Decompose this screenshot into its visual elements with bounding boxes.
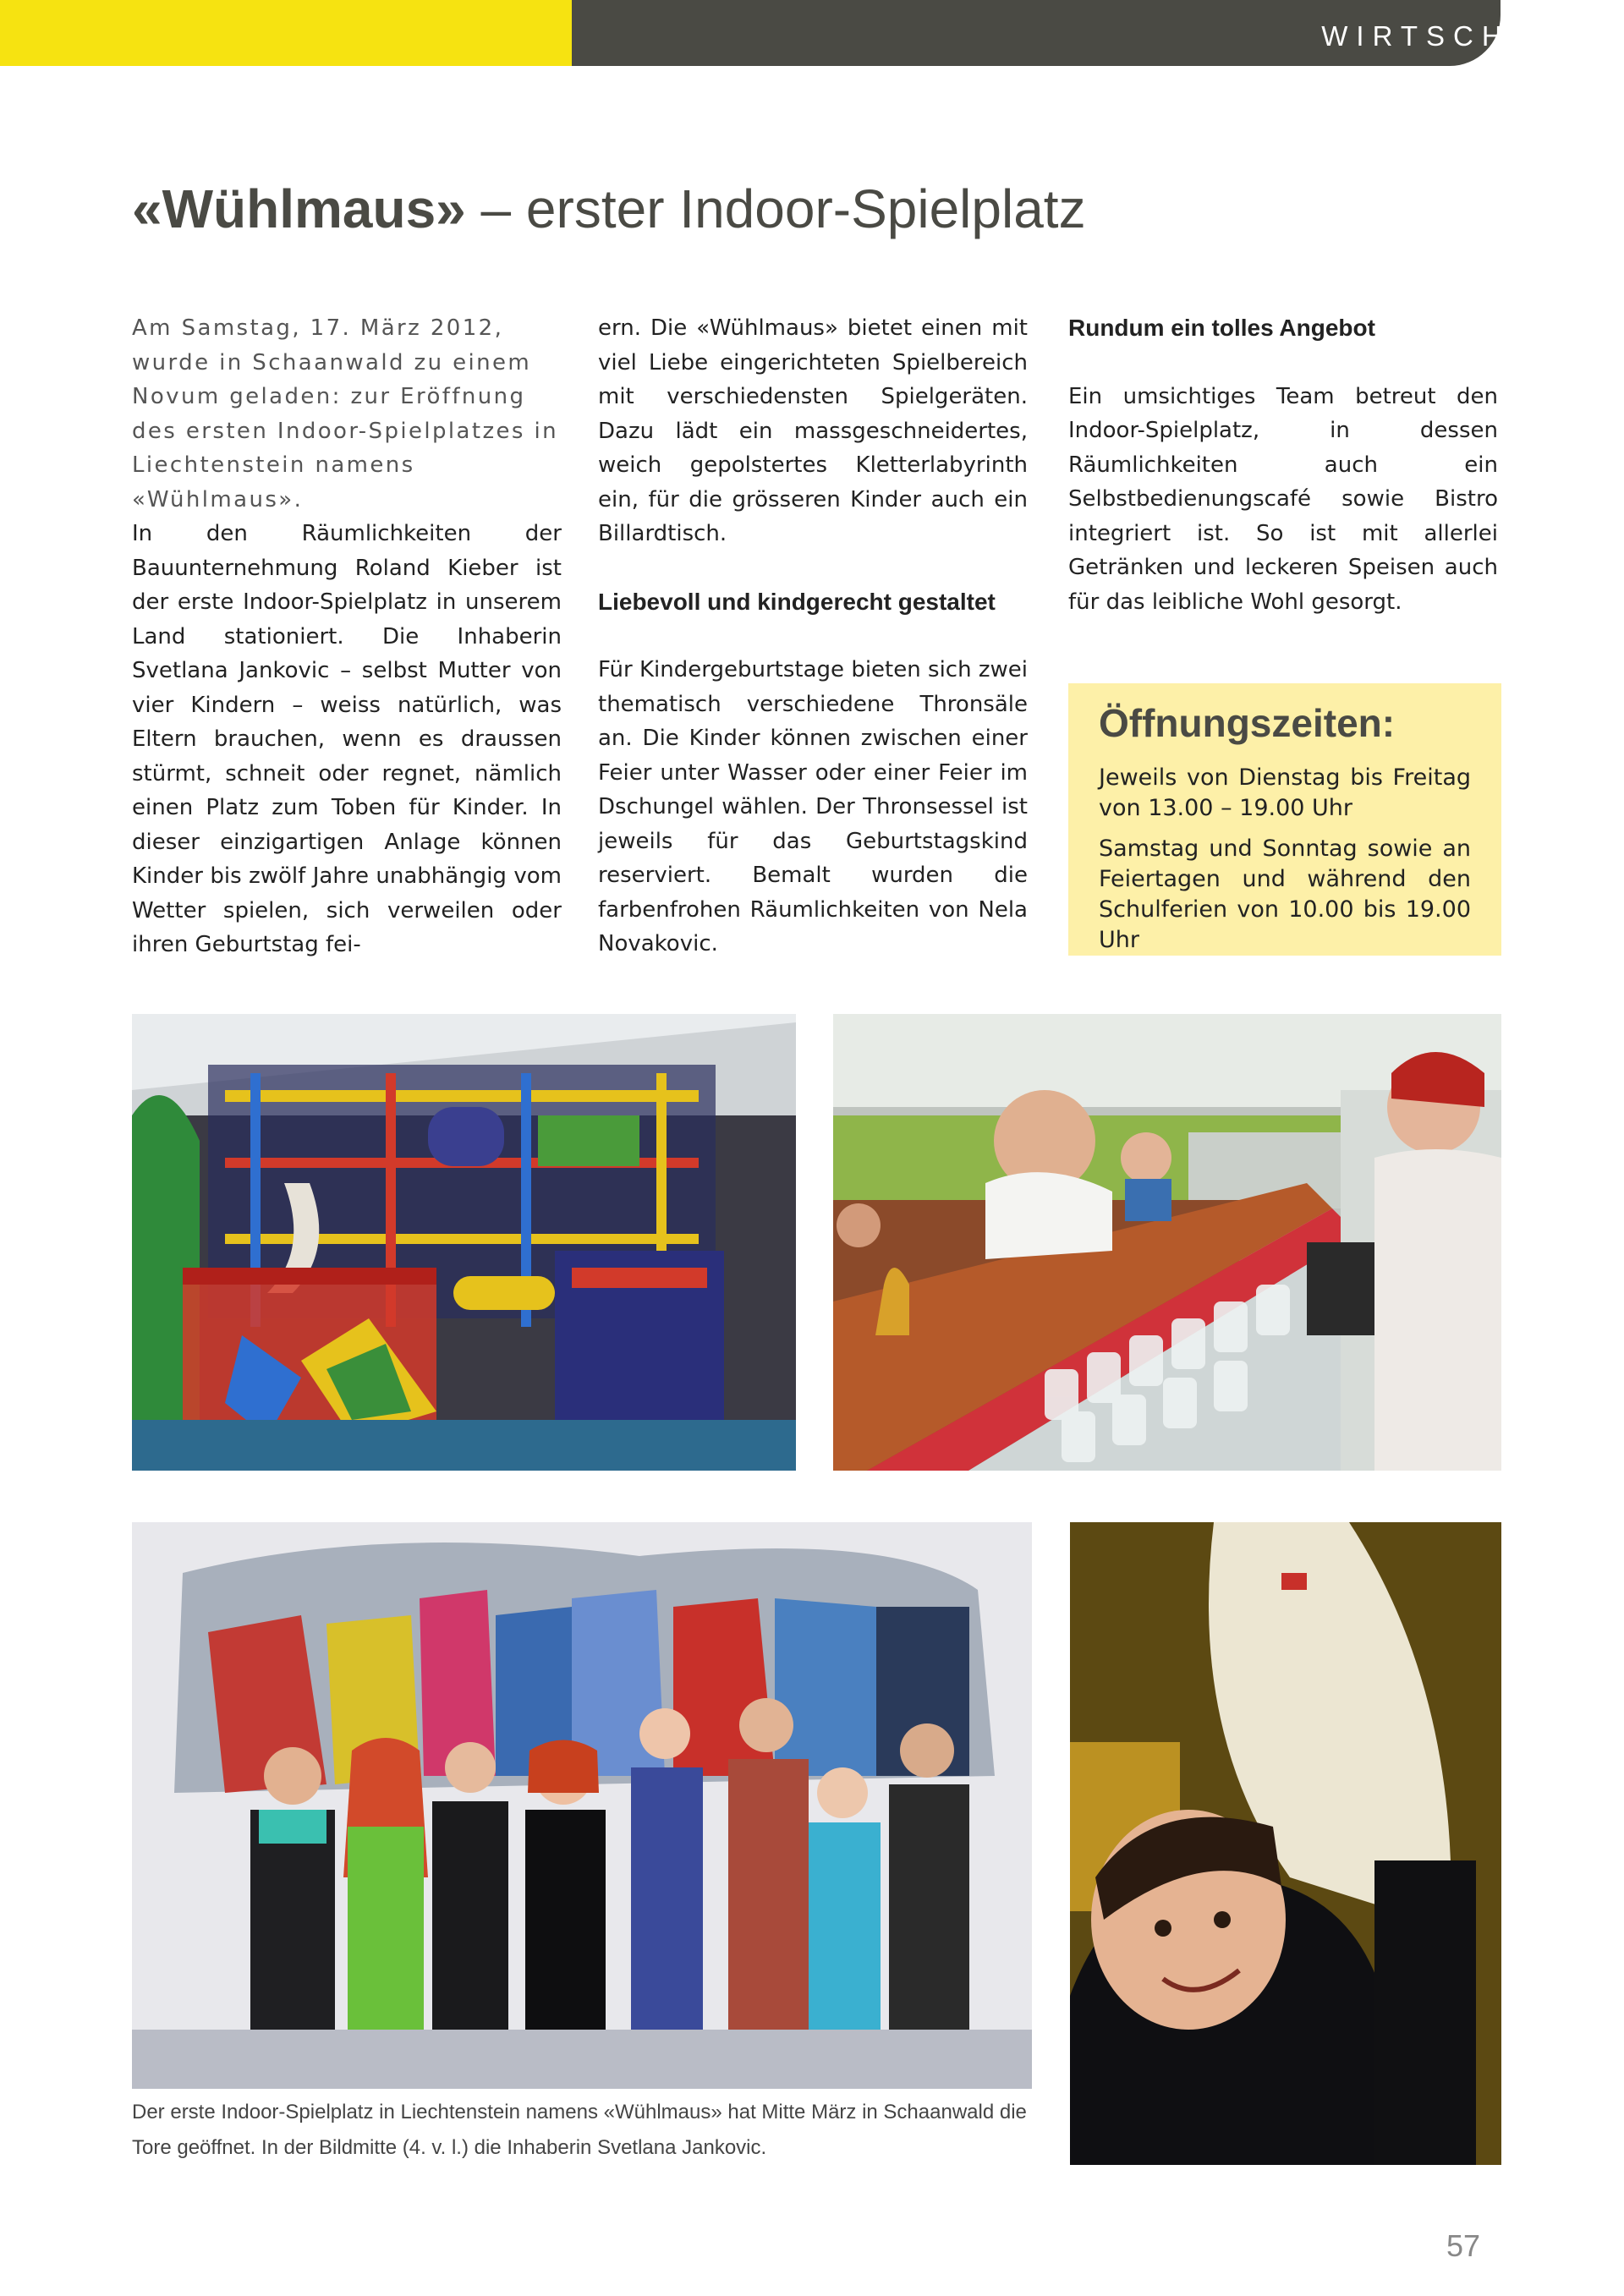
opening-hours-weekdays: Jeweils von Dienstag bis Freitag von 13.00 – 19.00 Uhr [1099,764,1471,821]
team-photo [132,1522,1032,2089]
text-column-3 [1068,311,1498,619]
body-paragraph: ern. Die «Wühlmaus» bietet einen mit viel Liebe eingerichteten Spielbereich mit verschiedensten Spielgeräten. Dazu lädt ein massgeschneidertes, weich gepolstertes Kletterlabyrinth ein, für die grösseren Kinder auch ein Billardtisch. [598,315,1028,546]
subheading: Liebevoll und kindgerecht gestaltet [598,588,996,615]
playground-photo [132,1014,796,1471]
page-number: 57 [1446,2228,1481,2263]
header-accent-bar [0,0,572,66]
bistro-photo [833,1014,1501,1471]
body-paragraph: In den Räumlichkeiten der Bauunternehmung Roland Kieber ist der erste Indoor-Spielplatz in unserem Land stationiert. Die Inhaberin Svetlana Jankovic – selbst Mutter von vier Kindern – weiss natürlich, was Eltern brauchen, wenn es draussen stürmt, schneit oder regnet, nämlich einen Platz zum Toben für Kinder. In dieser einzigartigen Anlage können Kinder bis zwölf Jahre unabhängig vom Wetter spielen, sich verweilen oder ihren Geburtstag fei- [132,521,562,957]
body-paragraph: Für Kindergeburtstage bieten sich zwei thematisch verschiedene Thronsäle an. Die Kinder können zwischen einer Feier unter Wasser oder einer Feier im Dschungel wählen. Der Thronsessel ist jeweils für das Geburtstagskind reserviert. Bemalt wurden die farbenfrohen Räumlichkeiten von Nela Novakovic. [598,657,1028,956]
subheading: Rundum ein tolles Angebot [1068,315,1375,341]
article-title-bold: «Wühlmaus» [132,178,466,239]
section-label: WIRTSCHAFT [1321,20,1588,52]
text-column-1 [132,311,562,962]
boy-photo [1070,1522,1501,2165]
text-column-2 [598,311,1028,962]
article-lead: Am Samstag, 17. März 2012, wurde in Schaanwald zu einem Novum geladen: zur Eröffnung des ersten Indoor-Spielplatzes in Liechtenstein namens «Wühlmaus». [132,315,559,512]
article-title-rest: – erster Indoor-Spielplatz [465,178,1086,239]
opening-hours-title: Öffnungszeiten: [1099,701,1396,745]
opening-hours-weekend: Samstag und Sonntag sowie an Feiertagen und während den Schulferien von 10.00 bis 19.00 Uhr [1099,836,1471,953]
body-paragraph: Ein umsichtiges Team betreut den Indoor-Spielplatz, in dessen Räumlichkeiten auch ein Selbstbedienungscafé sowie Bistro integriert ist. So ist mit allerlei Getränken und leckeren Speisen auch für das leibliche Wohl gesorgt. [1068,383,1498,615]
opening-hours-box [1068,683,1501,956]
article-title [132,178,1086,240]
photo-caption: Der erste Indoor-Spielplatz in Liechtenstein namens «Wühlmaus» hat Mitte März in Schaanwald die Tore geöffnet. In der Bildmitte (4. v. l.) die Inhaberin Svetlana Jankovic. [132,2101,1027,2159]
